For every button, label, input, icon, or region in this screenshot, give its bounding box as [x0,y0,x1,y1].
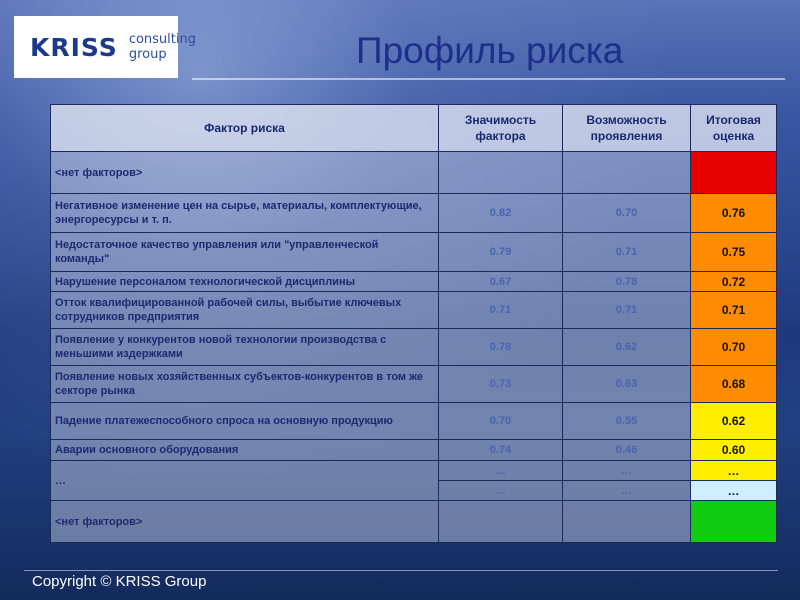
total-score-cell: 0.76 [691,194,777,233]
table-row [51,403,777,440]
header-significance: Значимость фактора [439,105,563,152]
significance-cell: 0.74 [439,440,563,461]
factor-cell: Негативное изменение цен на сырье, материалы, комплектующие, энергоресурсы и т. п. [51,194,439,233]
significance-cell [439,501,563,543]
logo-line-2: group [128,47,167,62]
significance-cell: 0.67 [439,272,563,292]
total-score-cell-ellipsis: … [691,481,777,501]
table-row [51,152,777,194]
table-row [51,272,777,292]
significance-cell-ellipsis: … [439,481,563,501]
factor-cell: Отток квалифицированной рабочей силы, выбытие ключевых сотрудников предприятия [51,292,439,329]
total-score-cell: 0.68 [691,366,777,403]
likelihood-cell: 0.71 [563,233,691,272]
kriss-logo [14,16,196,78]
table-row [51,440,777,461]
factor-cell: Падение платежеспособного спроса на основную продукцию [51,403,439,440]
table-header-row [51,105,777,152]
factor-cell: Нарушение персоналом технологической дисциплины [51,272,439,292]
factor-cell: <нет факторов> [51,152,439,194]
footer-rule [24,570,778,571]
likelihood-cell: 0.55 [563,403,691,440]
significance-cell: 0.73 [439,366,563,403]
title-underline [192,78,785,80]
significance-cell: 0.82 [439,194,563,233]
table-row-ellipsis [51,461,777,481]
likelihood-cell-ellipsis: … [563,481,691,501]
total-score-cell-ellipsis: … [691,461,777,481]
total-score-cell: 0.70 [691,329,777,366]
significance-cell-ellipsis: … [439,461,563,481]
total-score-cell: 0.71 [691,292,777,329]
table-row [51,366,777,403]
likelihood-cell: 0.62 [563,329,691,366]
factor-cell: Недостаточное качество управления или "управленческой команды" [51,233,439,272]
header-total: Итоговая оценка [691,105,777,152]
significance-cell: 0.79 [439,233,563,272]
significance-cell [439,152,563,194]
logo-mark: KRISS [30,32,118,62]
significance-cell: 0.71 [439,292,563,329]
risk-profile-table [50,104,777,543]
table-row [51,501,777,543]
likelihood-cell [563,501,691,543]
factor-cell: <нет факторов> [51,501,439,543]
likelihood-cell: 0.46 [563,440,691,461]
table-row [51,329,777,366]
table-row [51,194,777,233]
header-likelihood: Возможность проявления [563,105,691,152]
likelihood-cell-ellipsis: … [563,461,691,481]
factor-cell: Появление у конкурентов новой технологии производства с меньшими издержками [51,329,439,366]
copyright-text: Copyright © KRISS Group [32,573,207,590]
significance-cell: 0.78 [439,329,563,366]
significance-cell: 0.70 [439,403,563,440]
header-factor: Фактор риска [51,105,439,152]
likelihood-cell: 0.78 [563,272,691,292]
likelihood-cell: 0.70 [563,194,691,233]
total-score-cell: 0.75 [691,233,777,272]
table-row [51,292,777,329]
total-score-cell: 0.62 [691,403,777,440]
total-score-cell: 0.60 [691,440,777,461]
table-row [51,233,777,272]
page-title: Профиль риска [356,30,624,71]
factor-cell: Аварии основного оборудования [51,440,439,461]
logo-line-1: consulting [128,32,196,47]
total-score-cell: 0.72 [691,272,777,292]
likelihood-cell: 0.71 [563,292,691,329]
logo-text [129,32,196,62]
factor-cell-ellipsis: … [51,461,439,501]
factor-cell: Появление новых хозяйственных субъектов-конкурентов в том же секторе рынка [51,366,439,403]
total-score-cell [691,501,777,543]
likelihood-cell: 0.63 [563,366,691,403]
likelihood-cell [563,152,691,194]
total-score-cell [691,152,777,194]
